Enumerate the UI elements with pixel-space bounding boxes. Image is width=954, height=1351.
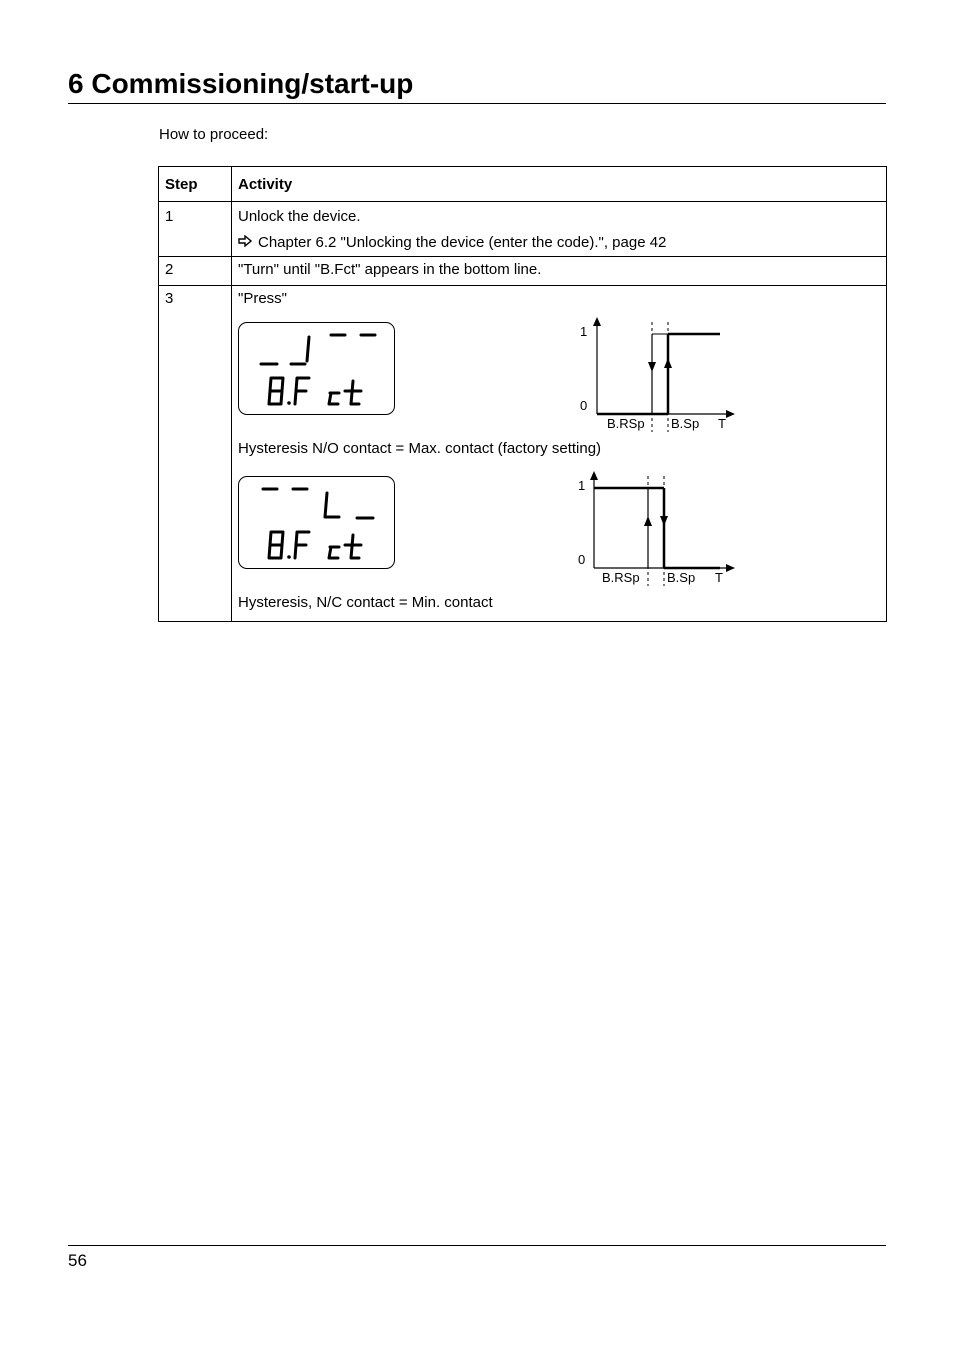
- table-header-row: [159, 167, 887, 202]
- figure-caption: Hysteresis N/O contact = Max. contact (factory setting): [238, 440, 602, 457]
- y-low-label: 0: [578, 552, 586, 567]
- lcd-segments: [239, 323, 394, 414]
- intro-text: How to proceed:: [159, 126, 269, 143]
- x-label-bsp: B.Sp: [671, 416, 700, 431]
- activity-text: Unlock the device.: [238, 208, 361, 225]
- x-label-t: T: [715, 570, 723, 585]
- hysteresis-graph-no: [570, 314, 740, 434]
- hysteresis-graph-nc: [570, 468, 740, 588]
- x-label-t: T: [718, 416, 726, 431]
- page-title: 6 Commissioning/start-up: [68, 68, 414, 99]
- y-low-label: 0: [580, 398, 588, 413]
- table-row: [159, 286, 887, 622]
- procedure-table: [158, 166, 887, 622]
- footer-rule: [68, 1245, 886, 1246]
- activity-text: "Turn" until "B.Fct" appears in the bottom line.: [232, 257, 887, 286]
- table-row: [159, 202, 887, 257]
- x-label-brsp: B.RSp: [607, 416, 645, 431]
- activity-text: "Press": [238, 290, 287, 307]
- table-row: [159, 257, 887, 286]
- step-number: 2: [159, 257, 232, 286]
- figure-caption: Hysteresis, N/C contact = Min. contact: [238, 594, 493, 611]
- column-header-step: Step: [159, 167, 232, 202]
- lcd-display: [238, 322, 395, 415]
- lcd-segments: [239, 477, 394, 568]
- page-number: 56: [68, 1251, 87, 1270]
- reference-link[interactable]: Chapter 6.2 "Unlocking the device (enter the code).", page 42: [258, 234, 667, 251]
- x-label-brsp: B.RSp: [602, 570, 640, 585]
- chapter-reference: [238, 230, 880, 256]
- activity-cell: [232, 286, 887, 622]
- header-rule: [68, 103, 886, 104]
- figure-area: [238, 312, 880, 620]
- step-number: 1: [159, 202, 232, 257]
- column-header-activity: Activity: [232, 167, 887, 202]
- x-label-bsp: B.Sp: [667, 570, 696, 585]
- lcd-display: [238, 476, 395, 569]
- y-high-label: 1: [580, 324, 588, 339]
- activity-cell: [232, 202, 887, 257]
- y-high-label: 1: [578, 478, 586, 493]
- arrow-right-outline-icon: [238, 230, 258, 256]
- step-number: 3: [159, 286, 232, 622]
